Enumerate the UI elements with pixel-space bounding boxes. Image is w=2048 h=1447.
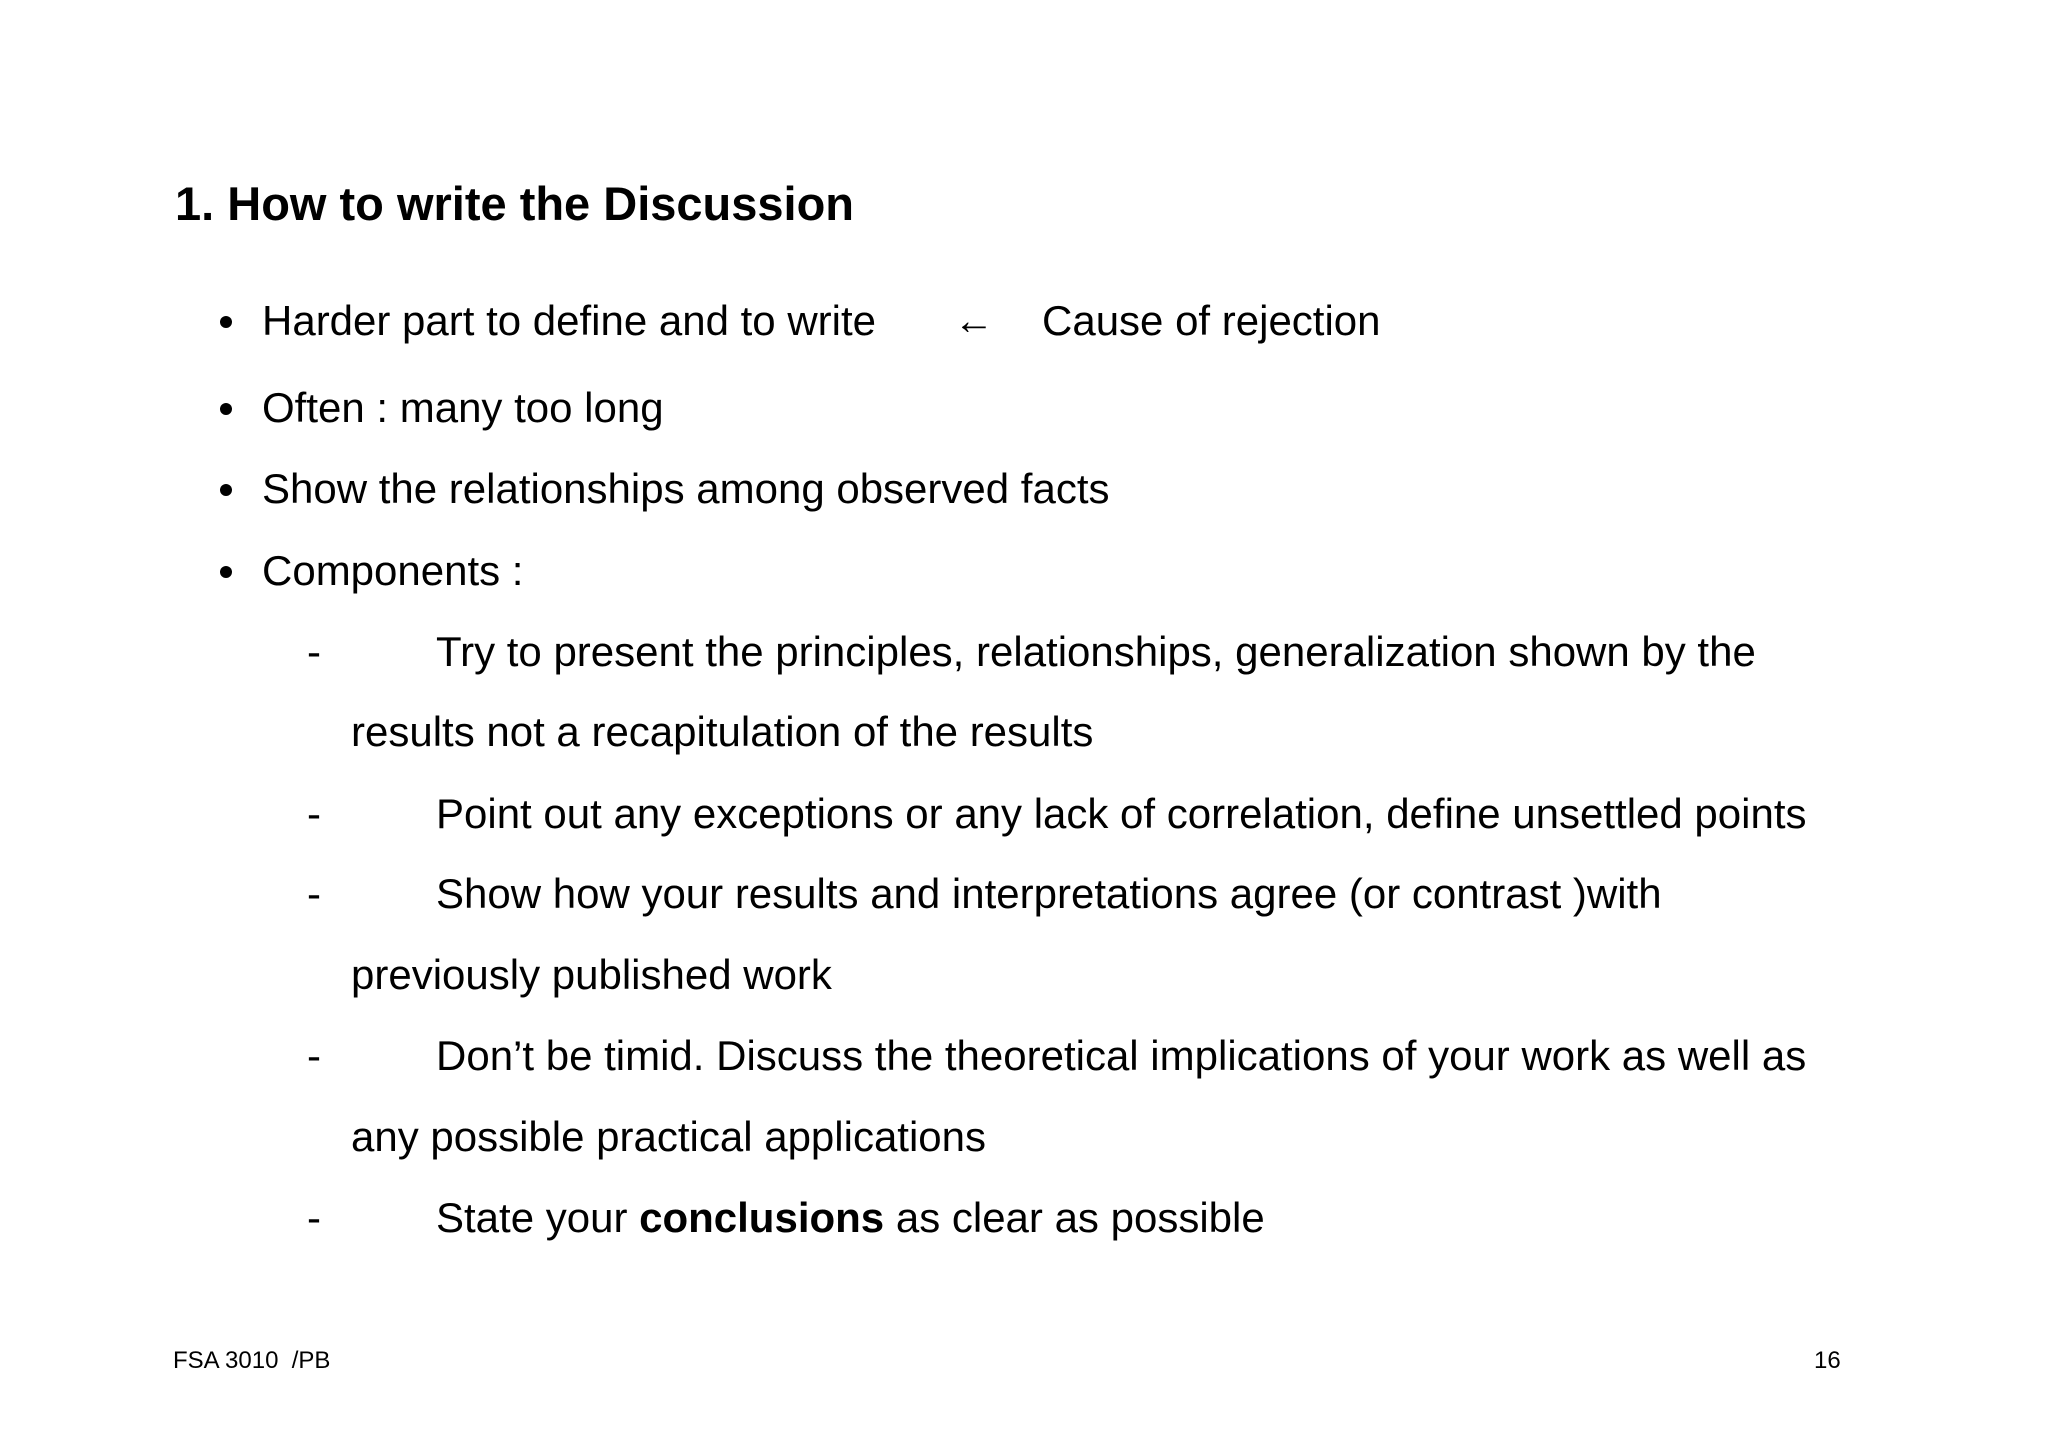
left-arrow-icon: ← [954, 299, 994, 343]
component-text [436, 1190, 1265, 1246]
bullet-icon [220, 566, 232, 578]
bullet-text: Often : many too long [262, 384, 664, 431]
bullet-icon [220, 484, 232, 496]
bullet-note: Cause of rejection [1042, 297, 1381, 344]
dash-marker: - [307, 1032, 321, 1079]
component-text: Don’t be timid. Discuss the theoretical implications of your work as well as [436, 1032, 1807, 1079]
page-title: 1. How to write the Discussion [175, 177, 854, 230]
bullet-icon [220, 403, 232, 415]
page-number: 16 [1814, 1347, 1841, 1374]
component-continuation: any possible practical applications [351, 1113, 987, 1160]
dash-marker: - [307, 1194, 321, 1241]
dash-marker: - [307, 790, 321, 837]
dash-marker: - [307, 628, 321, 675]
dash-marker: - [307, 870, 321, 917]
component-text-before: State your [436, 1194, 640, 1241]
footer-course-code: FSA 3010 /PB [173, 1347, 331, 1374]
component-text: Point out any exceptions or any lack of correlation, define unsettled points [436, 790, 1807, 837]
bullet-text: Harder part to define and to write [262, 297, 877, 344]
component-continuation: previously published work [351, 951, 832, 998]
component-text: Show how your results and interpretations agree (or contrast )with [436, 870, 1662, 917]
component-continuation: results not a recapitulation of the results [351, 708, 1094, 755]
bullet-text: Components : [262, 547, 524, 594]
bullet-icon [220, 316, 232, 328]
component-text: Try to present the principles, relationships, generalization shown by the [436, 628, 1756, 675]
conclusions-emphasis: conclusions [639, 1194, 885, 1241]
component-text-after: as clear as possible [884, 1194, 1265, 1241]
bullet-text: Show the relationships among observed facts [262, 465, 1110, 512]
